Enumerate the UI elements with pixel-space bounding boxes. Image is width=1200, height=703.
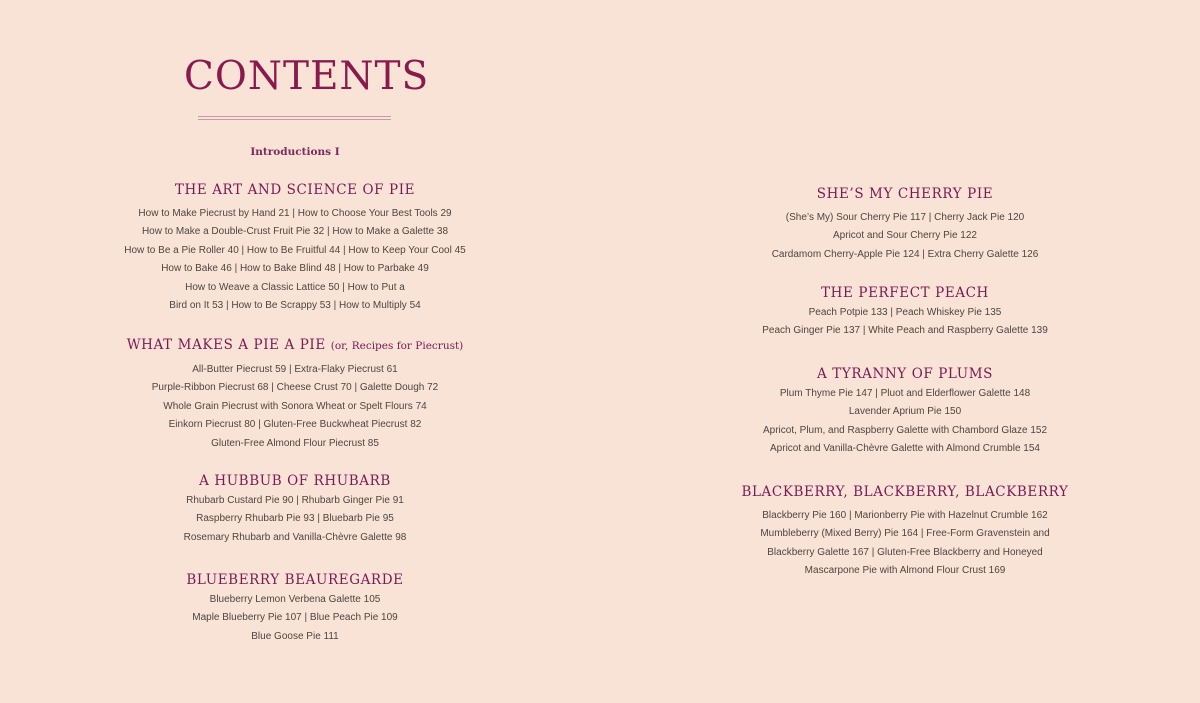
section-heading (610, 483, 1200, 501)
section-heading (0, 336, 590, 355)
intro-entry: Introductions I (250, 146, 340, 158)
section-hubbub-of-rhubarb (0, 472, 590, 547)
section-heading-text: WHAT MAKES A PIE A PIE (126, 337, 326, 353)
toc-line: Rhubarb Custard Pie 90 | Rhubarb Ginger Pie 91 (186, 495, 404, 506)
toc-line: Plum Thyme Pie 147 | Pluot and Elderflower Galette 148 (779, 388, 1031, 399)
section-heading-subtitle: (or, Recipes for Piecrust) (330, 340, 464, 352)
toc-line: Blue Goose Pie 111 (251, 630, 339, 642)
toc-line: Blueberry Lemon Verbena Galette 105 (209, 594, 381, 605)
toc-line: Raspberry Rhubarb Pie 93 | Bluebarb Pie 95 (196, 513, 394, 525)
toc-line: Peach Potpie 133 | Peach Whiskey Pie 135 (808, 307, 1002, 318)
toc-line: Rosemary Rhubarb and Vanilla-Chèvre Galette 98 (183, 531, 407, 543)
section-heading (0, 472, 590, 490)
section-heading-text: BLACKBERRY, BLACKBERRY, BLACKBERRY (741, 484, 1069, 500)
left-page (0, 0, 590, 703)
toc-line: Cardamom Cherry-Apple Pie 124 | Extra Cherry Galette 126 (771, 248, 1039, 260)
section-heading (610, 284, 1200, 302)
toc-line: Apricot and Vanilla-Chèvre Galette with Almond Crumble 154 (770, 443, 1040, 455)
section-blackberry (610, 483, 1200, 581)
section-blueberry-beauregarde (0, 571, 590, 646)
toc-line: Purple-Ribbon Piecrust 68 | Cheese Crust 70 | Galette Dough 72 (151, 382, 439, 394)
section-heading-text: SHE’S MY CHERRY PIE (816, 186, 994, 202)
toc-line: Peach Ginger Pie 137 | White Peach and Raspberry Galette 139 (762, 325, 1048, 337)
toc-line: How to Make a Double-Crust Fruit Pie 32 | How to Make a Galette 38 (141, 226, 449, 238)
toc-line: Bird on It 53 | How to Be Scrappy 53 | How to Multiply 54 (169, 300, 421, 312)
toc-line: How to Make Piecrust by Hand 21 | How to Choose Your Best Tools 29 (138, 208, 452, 219)
toc-line: Apricot and Sour Cherry Pie 122 (833, 230, 977, 242)
page-title: CONTENTS (184, 54, 430, 99)
section-art-and-science (0, 181, 590, 315)
right-page (610, 0, 1200, 703)
toc-line: How to Weave a Classic Lattice 50 | How to Put a (185, 281, 405, 293)
section-heading (610, 365, 1200, 383)
section-heading (610, 185, 1200, 203)
section-heading-text: A HUBBUB OF RHUBARB (199, 473, 391, 489)
toc-line: Mascarpone Pie with Almond Flour Crust 169 (804, 565, 1006, 577)
toc-line: Apricot, Plum, and Raspberry Galette with Chambord Glaze 152 (762, 424, 1048, 436)
toc-line: Maple Blueberry Pie 107 | Blue Peach Pie 109 (192, 612, 398, 624)
section-tyranny-of-plums (610, 365, 1200, 459)
section-heading-text: BLUEBERRY BEAUREGARDE (186, 572, 404, 588)
toc-line: Gluten-Free Almond Flour Piecrust 85 (211, 437, 379, 449)
section-heading-text: THE PERFECT PEACH (821, 285, 989, 301)
toc-line: (She’s My) Sour Cherry Pie 117 | Cherry Jack Pie 120 (785, 212, 1025, 223)
title-divider (198, 116, 391, 120)
toc-line: Blackberry Galette 167 | Gluten-Free Blackberry and Honeyed (767, 546, 1043, 558)
toc-line: Whole Grain Piecrust with Sonora Wheat or Spelt Flours 74 (163, 400, 427, 412)
toc-line: Blackberry Pie 160 | Marionberry Pie with Hazelnut Crumble 162 (762, 510, 1048, 521)
toc-line: Mumbleberry (Mixed Berry) Pie 164 | Free-Form Gravenstein and (760, 528, 1050, 540)
section-heading-text: THE ART AND SCIENCE OF PIE (174, 182, 416, 198)
toc-line: Einkorn Piecrust 80 | Gluten-Free Buckwheat Piecrust 82 (168, 419, 422, 431)
section-perfect-peach (610, 284, 1200, 341)
toc-line: Lavender Aprium Pie 150 (848, 406, 962, 418)
section-heading (0, 181, 590, 199)
toc-line: How to Bake 46 | How to Bake Blind 48 | How to Parbake 49 (161, 263, 429, 275)
section-heading-text: A TYRANNY OF PLUMS (817, 366, 993, 382)
section-shes-my-cherry-pie (610, 185, 1200, 264)
toc-line: All-Butter Piecrust 59 | Extra-Flaky Piecrust 61 (192, 364, 398, 375)
toc-line: How to Be a Pie Roller 40 | How to Be Fruitful 44 | How to Keep Your Cool 45 (124, 244, 466, 256)
section-what-makes-a-pie (0, 336, 590, 453)
section-heading (0, 571, 590, 589)
